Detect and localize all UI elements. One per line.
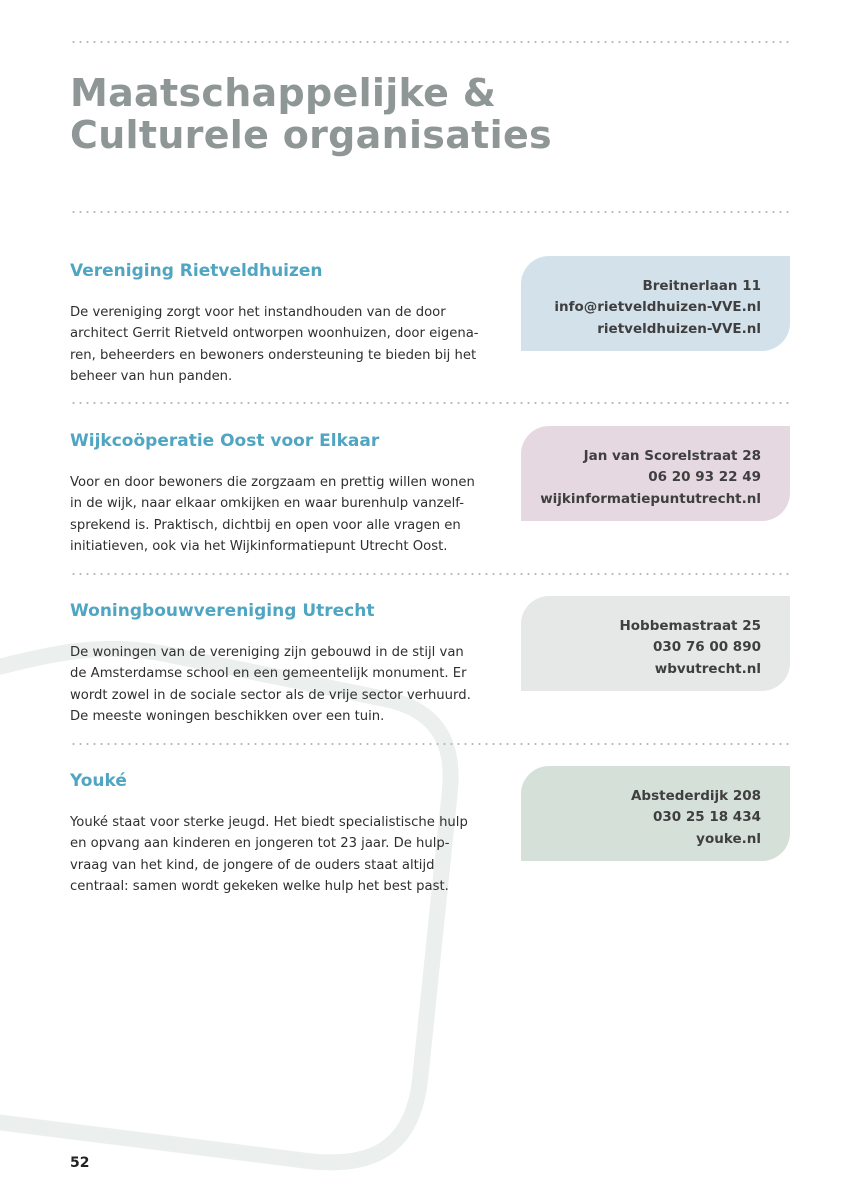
contact-website-link[interactable]: wbvutrecht.nl bbox=[654, 660, 761, 677]
organization-name: Woningbouwvereniging Utrecht bbox=[70, 601, 375, 621]
contact-email-link[interactable]: info@rietveldhuizen-VVE.nl bbox=[554, 299, 761, 316]
contact-phone: 030 25 18 434 bbox=[652, 809, 761, 826]
contact-website-link[interactable]: wijkinformatiepuntutrecht.nl bbox=[540, 490, 761, 507]
divider bbox=[70, 573, 792, 575]
contact-address: Jan van Scorelstraat 28 bbox=[583, 448, 761, 464]
organization-name: Wijkcoöperatie Oost voor Elkaar bbox=[70, 431, 380, 451]
page-title bbox=[70, 72, 552, 156]
contact-card bbox=[521, 766, 790, 861]
page-number: 52 bbox=[70, 1155, 90, 1171]
contact-phone: 06 20 93 22 49 bbox=[648, 469, 761, 486]
page-title-line-2: Culturele organisaties bbox=[70, 113, 552, 157]
contact-website-link[interactable]: rietveldhuizen-VVE.nl bbox=[597, 320, 761, 337]
contact-phone: 030 76 00 890 bbox=[652, 639, 761, 656]
contact-address: Hobbemastraat 25 bbox=[619, 618, 761, 634]
divider bbox=[70, 743, 792, 745]
divider-below-title bbox=[70, 211, 792, 213]
contact-address: Breitnerlaan 11 bbox=[642, 278, 761, 294]
page-title-line-1: Maatschappelijke & bbox=[70, 71, 497, 115]
contact-card bbox=[521, 256, 790, 351]
organization-description: Voor en door bewoners die zorgzaam en prettig willen wonen in de wijk, naar elkaar omkijken en waar burenhulp vanzelf-sprekend is. Praktisch, dichtbij en open voor alle vragen en initiatieven, ook via het Wijkinformatiepunt Utrecht Oost. bbox=[70, 475, 475, 554]
divider-top bbox=[70, 41, 792, 43]
contact-website-link[interactable]: youke.nl bbox=[696, 830, 761, 847]
organization-description: Youké staat voor sterke jeugd. Het biedt specialistische hulp en opvang aan kinderen en jongeren tot 23 jaar. De hulp-vraag van het kind, de jongere of de ouders staat altijd centraal: samen wordt gekeken welke hulp het best past. bbox=[70, 815, 468, 894]
organization-description: De vereniging zorgt voor het instandhouden van de door architect Gerrit Rietveld ontworpen woonhuizen, door eigena-ren, beheerders en bewoners ondersteuning te bieden bij het beheer van hun panden. bbox=[70, 305, 479, 384]
organization-name: Youké bbox=[70, 771, 127, 791]
divider bbox=[70, 402, 792, 404]
organization-description: De woningen van de vereniging zijn gebouwd in de stijl van de Amsterdamse school en een gemeentelijk monument. Er wordt zowel in de sociale sector als de vrije sector verhuurd. De meeste woningen beschikken over een tuin. bbox=[70, 645, 471, 724]
contact-card bbox=[521, 596, 790, 691]
contact-address: Abstederdijk 208 bbox=[630, 788, 761, 804]
contact-card bbox=[521, 426, 790, 521]
organization-name: Vereniging Rietveldhuizen bbox=[70, 261, 323, 281]
